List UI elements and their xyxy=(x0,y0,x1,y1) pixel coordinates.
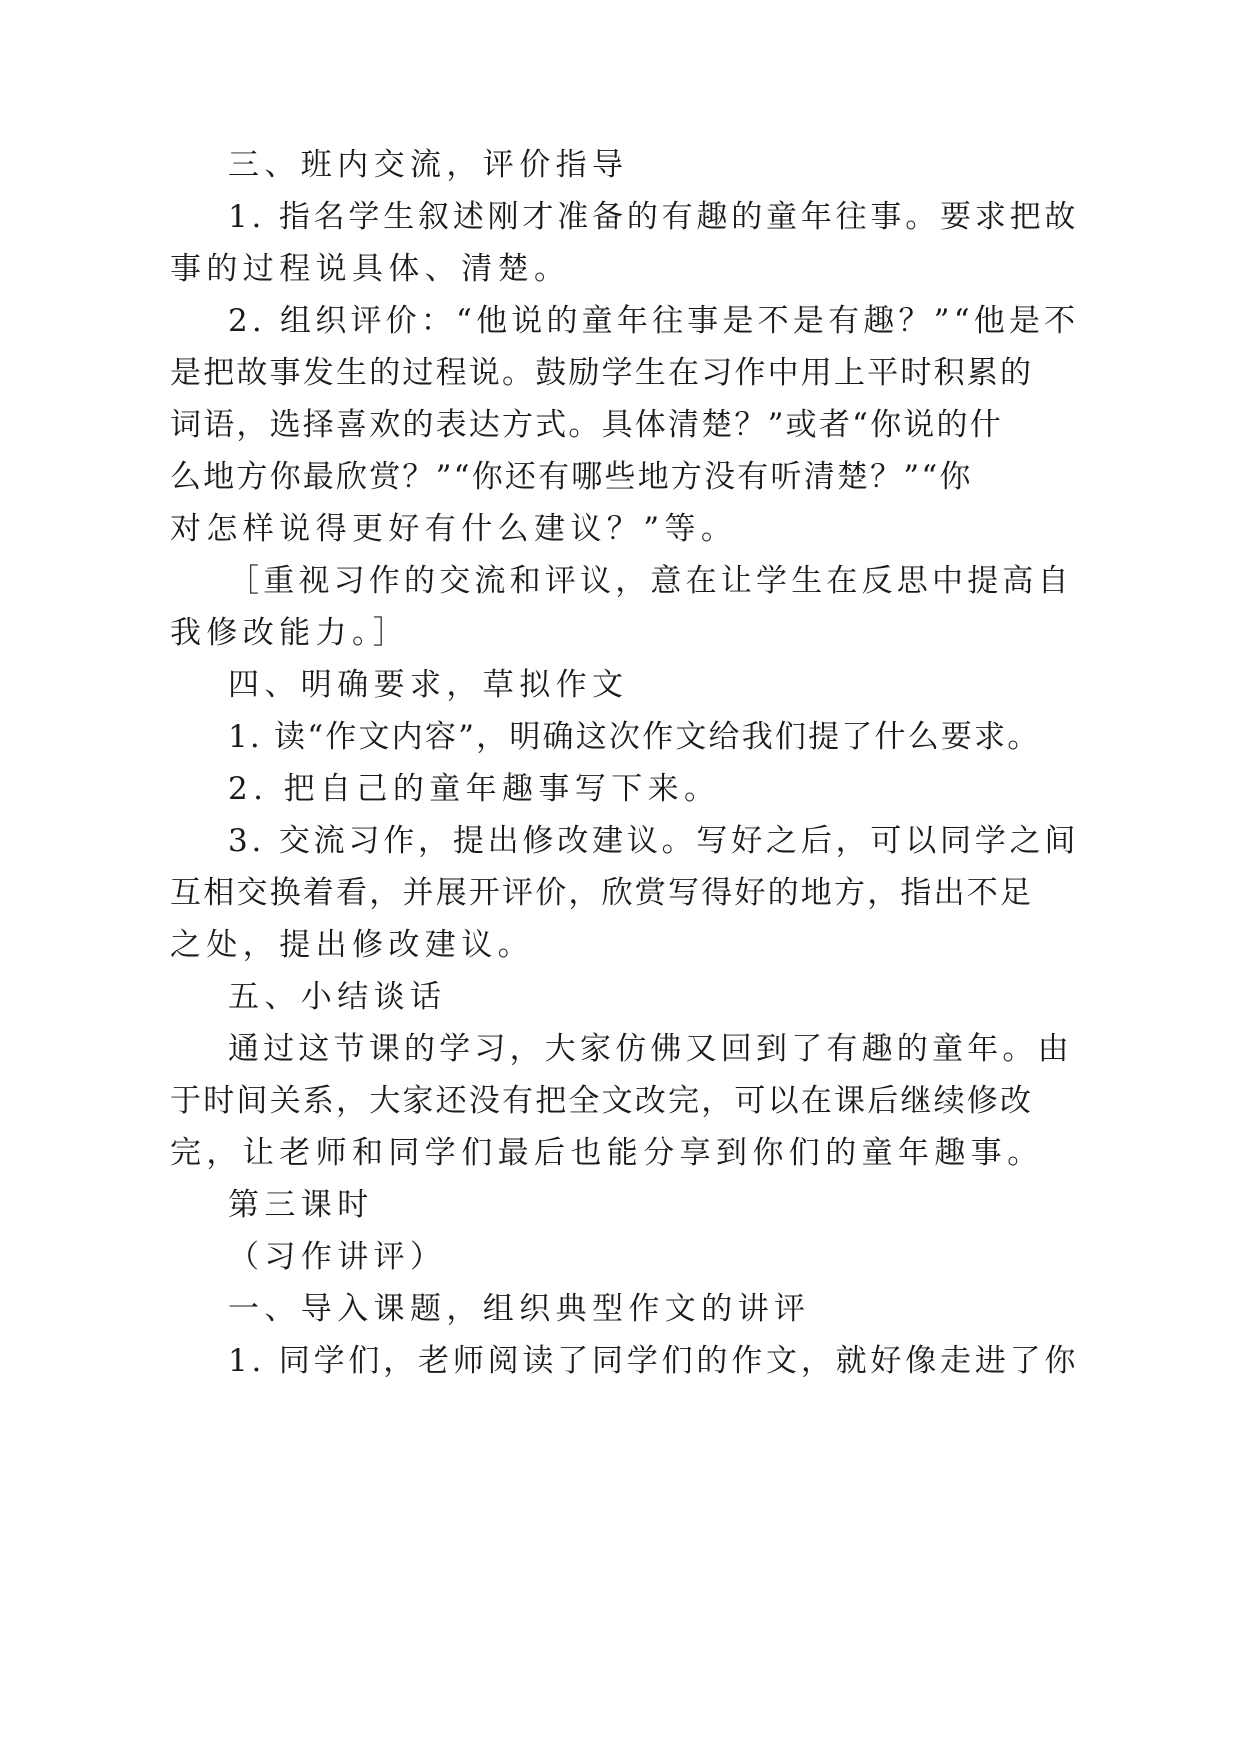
paragraph-line: 对怎样说得更好有什么建议？”等。 xyxy=(170,511,738,547)
paragraph-line: 1. 读“作文内容”，明确这次作文给我们提了什么要求。 xyxy=(228,719,1041,755)
lesson-heading: 第三课时 xyxy=(228,1187,374,1223)
paragraph-line: 词语，选择喜欢的表达方式。具体清楚？”或者“你说的什 xyxy=(170,407,1003,443)
paragraph-line: 2. 把自己的童年趣事写下来。 xyxy=(228,771,721,807)
section-heading: 四、明确要求，草拟作文 xyxy=(228,667,629,703)
section-heading: 一、导入课题，组织典型作文的讲评 xyxy=(228,1291,811,1327)
paragraph-line: 1. 指名学生叙述刚才准备的有趣的童年往事。要求把故 xyxy=(228,199,1080,235)
paragraph-line: 完，让老师和同学们最后也能分享到你们的童年趣事。 xyxy=(170,1135,1044,1171)
paragraph-line: 2. 组织评价：“他说的童年往事是不是有趣？”“他是不 xyxy=(228,303,1080,339)
paragraph-line: 是把故事发生的过程说。鼓励学生在习作中用上平时积累的 xyxy=(170,355,1034,391)
paragraph-line: 于时间关系，大家还没有把全文改完，可以在课后继续修改 xyxy=(170,1083,1034,1119)
paragraph-line: 之处，提出修改建议。 xyxy=(170,927,534,963)
lesson-subheading: （习作讲评） xyxy=(228,1239,447,1275)
paragraph-line: 通过这节课的学习，大家仿佛又回到了有趣的童年。由 xyxy=(228,1031,1073,1067)
paragraph-line: 1. 同学们，老师阅读了同学们的作文，就好像走进了你 xyxy=(228,1343,1080,1379)
paragraph-line: 么地方你最欣赏？”“你还有哪些地方没有听清楚？”“你 xyxy=(170,459,973,495)
section-heading: 三、班内交流，评价指导 xyxy=(228,147,629,183)
paragraph-line: 互相交换着看，并展开评价，欣赏写得好的地方，指出不足 xyxy=(170,875,1034,911)
section-heading: 五、小结谈话 xyxy=(228,979,447,1015)
paragraph-line: 3. 交流习作，提出修改建议。写好之后，可以同学之间 xyxy=(228,823,1080,859)
bracket-note-line: 我修改能力。］ xyxy=(170,615,410,651)
paragraph-line: 事的过程说具体、清楚。 xyxy=(170,251,571,287)
bracket-note-line: ［重视习作的交流和评议，意在让学生在反思中提高自 xyxy=(228,563,1073,599)
